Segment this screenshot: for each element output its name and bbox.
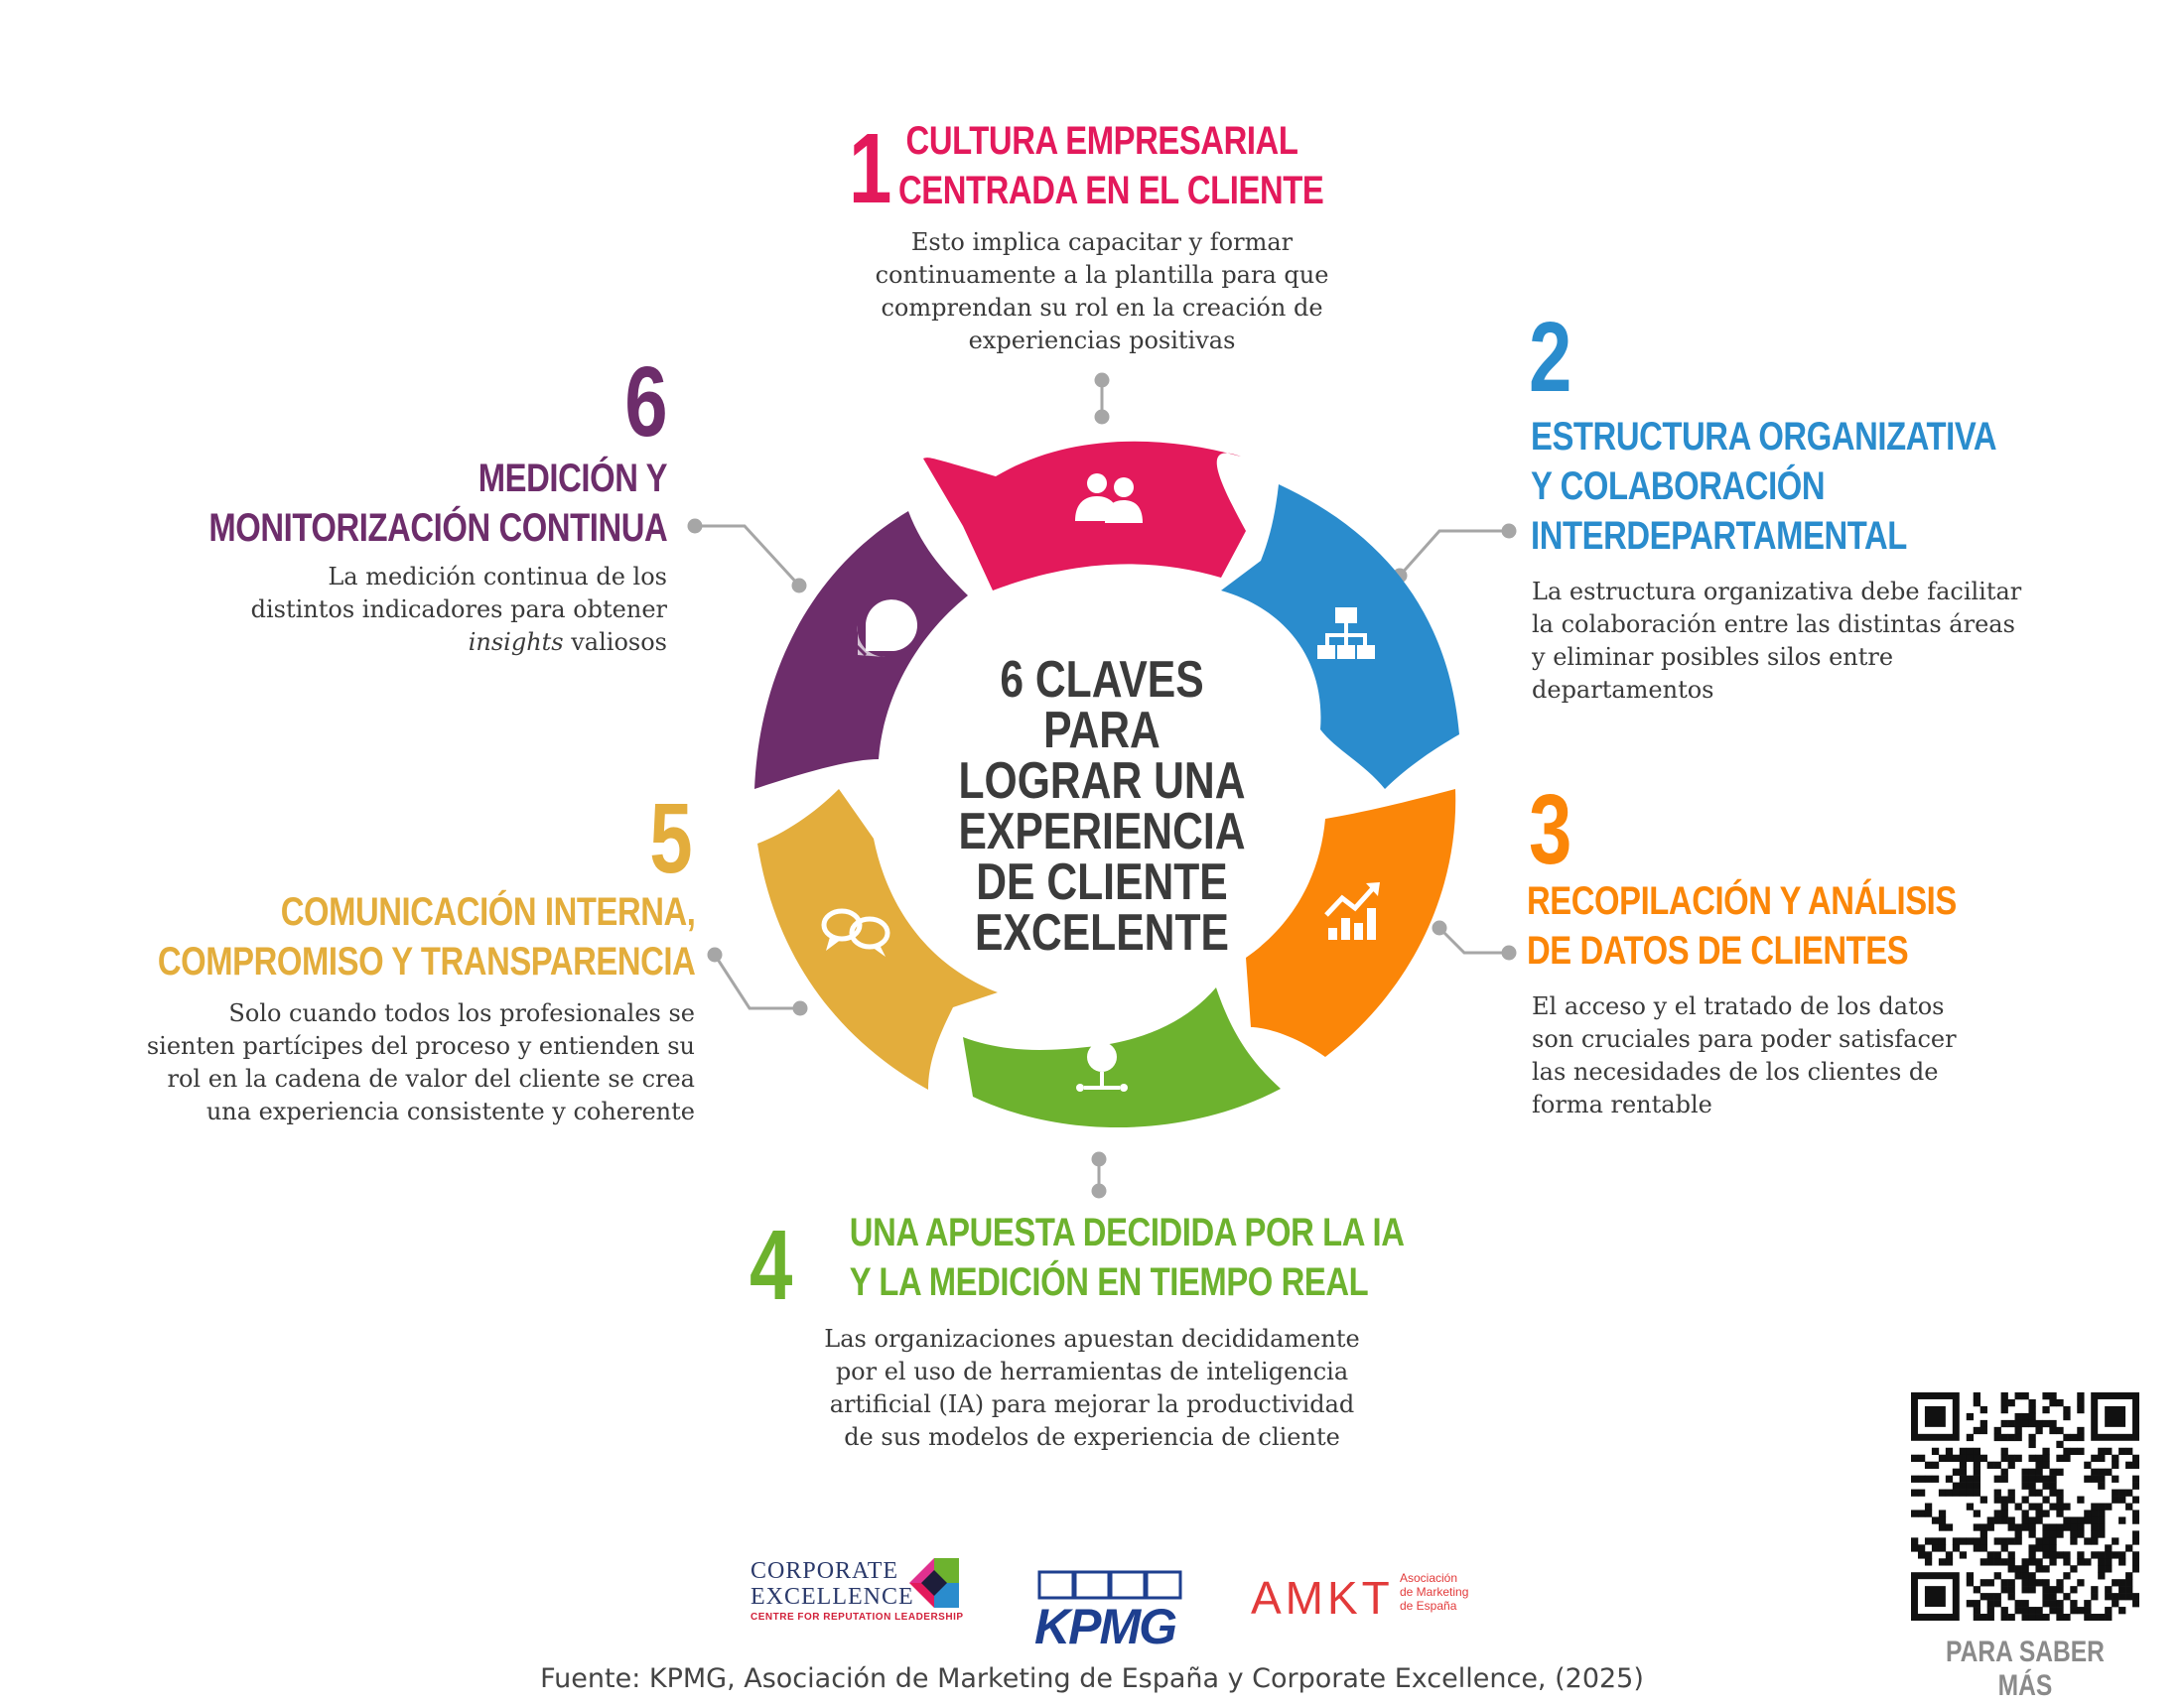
- key-5-title-line-1: COMUNICACIÓN INTERNA,: [280, 890, 695, 934]
- qr-code-label: PARA SABER MÁS: [1946, 1636, 2105, 1702]
- key-1-description: Esto implica capacitar y formar continuamente a la plantilla para que comprendan su rol en la creación de experiencias positivas: [875, 228, 1329, 354]
- key-2-title-line-3: INTERDEPARTAMENTAL: [1531, 514, 1907, 558]
- key-6-title-line-1: MEDICIÓN Y: [478, 457, 667, 500]
- amkt-logo: AMKT: [1251, 1572, 1394, 1624]
- key-4-title-line-2: Y LA MEDICIÓN EN TIEMPO REAL: [849, 1260, 1369, 1304]
- key-4-description: Las organizaciones apuestan decididamente por el uso de herramientas de inteligencia artificial (IA) para mejorar la productividad de sus modelos de experiencia de cliente: [824, 1325, 1360, 1451]
- key-3-title-line-2: DE DATOS DE CLIENTES: [1527, 929, 1909, 973]
- key-4-title-line-1: UNA APUESTA DECIDIDA POR LA IA: [849, 1211, 1405, 1254]
- key-5-title-line-2: COMPROMISO Y TRANSPARENCIA: [157, 940, 695, 984]
- segment-3: [1246, 789, 1455, 1057]
- corporate-excellence-mark-icon: [909, 1558, 959, 1608]
- diagram-center-title: 6 CLAVES PARA LOGRAR UNA EXPERIENCIA DE CLIENTE EXCELENTE: [958, 651, 1246, 962]
- key-3-title-line-1: RECOPILACIÓN Y ANÁLISIS: [1527, 879, 1957, 923]
- key-2-number: 2: [1529, 302, 1572, 413]
- key-2-title-line-1: ESTRUCTURA ORGANIZATIVA: [1531, 415, 1997, 459]
- key-6-title-line-2: MONITORIZACIÓN CONTINUA: [208, 506, 667, 550]
- key-2-title-line-2: Y COLABORACIÓN: [1531, 464, 1826, 508]
- segment-4: [963, 987, 1281, 1127]
- key-2-description: La estructura organizativa debe facilitar la colaboración entre las distintas áreas y eliminar posibles silos entre departamentos: [1532, 578, 2022, 704]
- key-5-description: Solo cuando todos los profesionales se sienten partícipes del proceso y entienden su rol en la cadena de valor del cliente se crea una experiencia consistente y coherente: [146, 999, 695, 1125]
- source-citation: Fuente: KPMG, Asociación de Marketing de España y Corporate Excellence, (2025): [540, 1663, 1644, 1694]
- key-1-title-line-2: CENTRADA EN EL CLIENTE: [898, 169, 1324, 212]
- key-4-number: 4: [750, 1210, 793, 1321]
- key-3-number: 3: [1529, 774, 1572, 885]
- corporate-excellence-logo: CORPORATE EXCELLENCE CENTRE FOR REPUTATION LEADERSHIP: [751, 1558, 964, 1623]
- kpmg-logo: KPMG: [1034, 1599, 1175, 1654]
- key-6-description: La medición continua de los distintos indicadores para obtener insights valiosos: [250, 563, 667, 656]
- qr-code[interactable]: [1911, 1392, 2139, 1621]
- insights-emphasis: insights: [468, 628, 564, 656]
- key-6-number: 6: [624, 346, 668, 458]
- key-1-title-line-1: CULTURA EMPRESARIAL: [905, 119, 1298, 163]
- key-1-number: 1: [849, 113, 892, 224]
- kpmg-boxes-icon: [1037, 1570, 1186, 1600]
- key-5-number: 5: [649, 783, 693, 894]
- key-3-description: El acceso y el tratado de los datos son cruciales para poder satisfacer las necesidades de los clientes de forma rentable: [1532, 992, 1957, 1118]
- amkt-logo-subtitle: Asociación de Marketing de España: [1400, 1571, 1469, 1613]
